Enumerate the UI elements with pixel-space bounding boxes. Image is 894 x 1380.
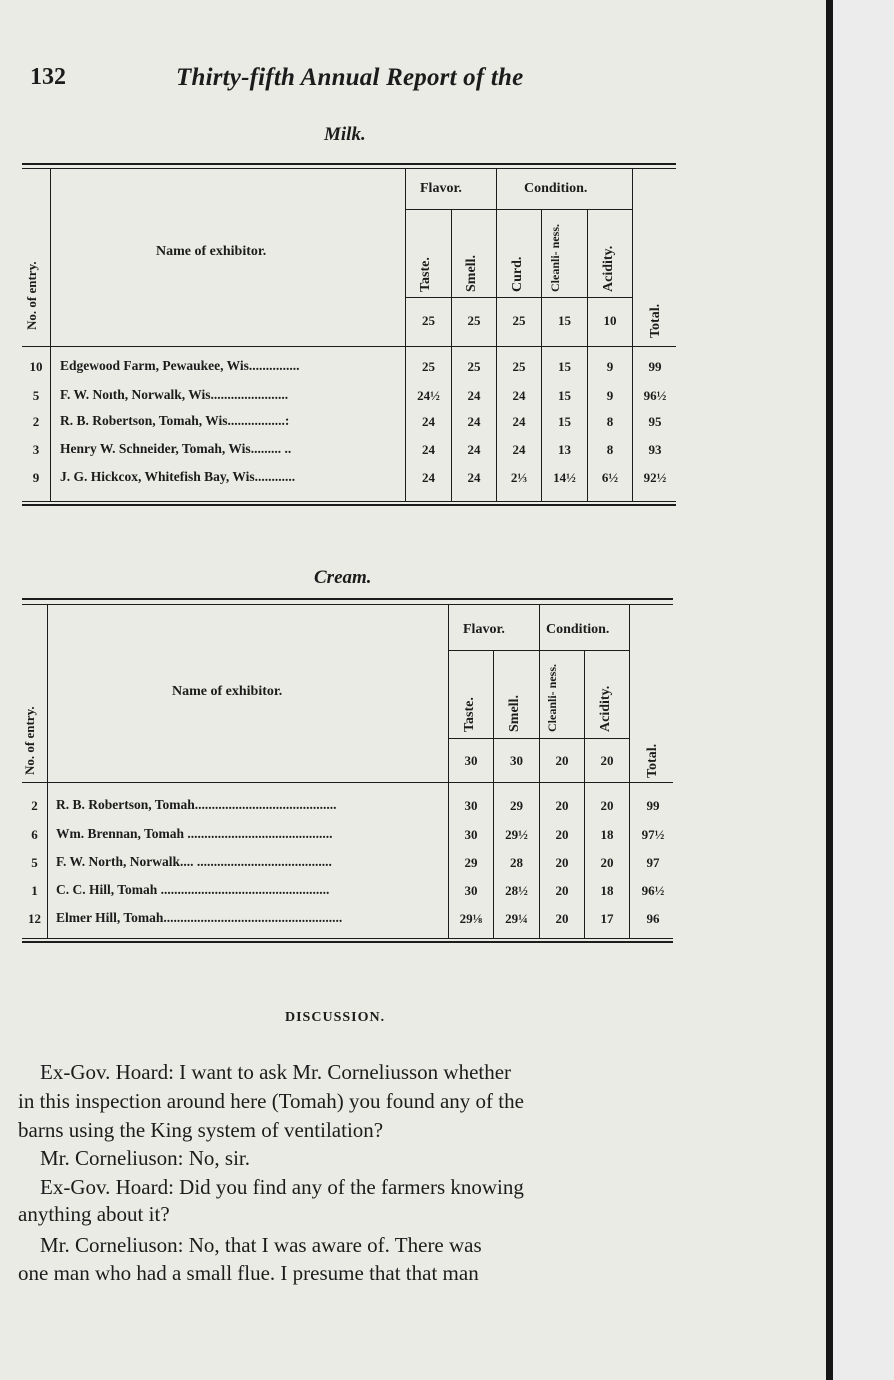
milk-row-clean: 15 [558, 388, 571, 403]
cream-row-name: R. B. Robertson, Tomah.......................................... [56, 797, 337, 812]
cream-group-condition: Condition. [546, 622, 610, 637]
milk-row-acid: 8 [606, 442, 614, 457]
cream-max-taste: 30 [464, 753, 478, 768]
discussion-line: Ex-Gov. Hoard: I want to ask Mr. Corneliusson whether [40, 1060, 512, 1084]
milk-max-acidity: 10 [603, 313, 617, 328]
milk-row-curd: 2⅓ [510, 470, 528, 485]
milk-row-smell: 25 [467, 359, 481, 374]
cream-row-entry: 6 [31, 827, 38, 842]
cream-row-smell: 28½ [505, 883, 528, 898]
cream-row-taste: 29 [464, 855, 478, 870]
milk-row-acid: 9 [606, 359, 614, 374]
milk-row-smell: 24 [467, 388, 481, 403]
cream-row-acid: 18 [600, 827, 614, 842]
milk-col-total: Total. [648, 303, 663, 338]
cream-row-acid: 18 [600, 883, 614, 898]
cream-row-total: 97½ [641, 827, 665, 842]
cream-row-total: 96½ [641, 883, 665, 898]
discussion-line: in this inspection around here (Tomah) you found any of the [18, 1089, 524, 1113]
cream-row-smell: 29½ [505, 827, 528, 842]
milk-row-name: J. G. Hickcox, Whitefish Bay, Wis............ [60, 469, 296, 484]
cream-row-total: 96 [646, 911, 660, 926]
milk-group-condition: Condition. [524, 181, 588, 196]
cream-row-acid: 20 [600, 798, 614, 813]
cream-table-title: Cream. [314, 567, 372, 588]
cream-row-acid: 20 [600, 855, 614, 870]
cream-col-cleanliness: Cleanli- ness. [545, 663, 559, 732]
cream-row-name: Elmer Hill, Tomah..................................................... [56, 910, 343, 925]
cream-row-total: 97 [646, 855, 660, 870]
cream-row-clean: 20 [555, 798, 569, 813]
milk-row-taste: 24 [422, 442, 435, 457]
milk-table-title: Milk. [324, 124, 366, 145]
discussion-line: anything about it? [18, 1202, 170, 1226]
milk-max-taste: 25 [422, 313, 435, 328]
page-number: 132 [30, 64, 66, 90]
cream-row-entry: 12 [28, 911, 41, 926]
discussion-line: Ex-Gov. Hoard: Did you find any of the farmers knowing [40, 1175, 524, 1199]
milk-col-cleanliness: Cleanli- ness. [548, 223, 562, 292]
milk-row-total: 96½ [643, 388, 667, 403]
cream-row-clean: 20 [555, 883, 569, 898]
milk-row-acid: 8 [606, 414, 614, 429]
milk-row-acid: 9 [606, 388, 614, 403]
cream-col-smell: Smell. [507, 695, 522, 732]
discussion-line: Mr. Corneliuson: No, sir. [40, 1146, 251, 1170]
milk-row-curd: 25 [512, 359, 526, 374]
milk-col-taste: Taste. [418, 257, 433, 292]
milk-row-taste: 24 [422, 470, 435, 485]
milk-col-name: Name of exhibitor. [156, 244, 267, 259]
milk-max-cleanliness: 15 [558, 313, 571, 328]
milk-row-total: 93 [648, 442, 662, 457]
cream-row-name: F. W. North, Norwalk.... ........................................ [56, 854, 332, 869]
milk-row-total: 95 [648, 414, 662, 429]
milk-row-curd: 24 [512, 442, 526, 457]
milk-row-curd: 24 [512, 388, 526, 403]
discussion-line: barns using the King system of ventilation? [18, 1118, 384, 1142]
cream-row-total: 99 [646, 798, 660, 813]
cream-row-clean: 20 [555, 855, 569, 870]
page-binding-rule [826, 0, 833, 1380]
milk-max-curd: 25 [512, 313, 526, 328]
milk-row-acid: 6½ [601, 470, 619, 485]
cream-row-entry: 1 [31, 883, 38, 898]
milk-row-taste: 24 [422, 414, 435, 429]
cream-row-smell: 28 [510, 855, 523, 870]
discussion-line: one man who had a small flue. I presume that that man [18, 1261, 479, 1285]
milk-row-smell: 24 [467, 442, 481, 457]
cream-col-acidity: Acidity. [598, 685, 613, 732]
cream-col-name: Name of exhibitor. [172, 684, 283, 699]
milk-row-clean: 15 [558, 414, 571, 429]
cream-row-taste: 30 [464, 798, 478, 813]
cream-row-entry: 2 [31, 798, 38, 813]
milk-row-entry: 9 [32, 470, 40, 485]
cream-max-smell: 30 [510, 753, 523, 768]
cream-row-smell: 29 [510, 798, 523, 813]
milk-row-entry: 5 [32, 388, 40, 403]
cream-col-taste: Taste. [462, 697, 477, 732]
cream-col-entry: No. of entry. [22, 706, 37, 775]
milk-row-entry: 3 [32, 442, 40, 457]
cream-row-taste: 30 [464, 827, 478, 842]
milk-row-total: 92½ [643, 470, 667, 485]
cream-max-cleanliness: 20 [555, 753, 569, 768]
milk-row-clean: 13 [558, 442, 571, 457]
milk-row-clean: 14½ [553, 470, 576, 485]
cream-max-acidity: 20 [600, 753, 614, 768]
milk-row-entry: 2 [32, 414, 40, 429]
milk-row-curd: 24 [512, 414, 526, 429]
running-title: Thirty-fifth Annual Report of the [176, 64, 524, 91]
milk-row-smell: 24 [467, 414, 481, 429]
cream-col-total: Total. [645, 743, 660, 778]
milk-max-smell: 25 [467, 313, 481, 328]
cream-row-name: C. C. Hill, Tomah .................................................. [56, 882, 330, 897]
milk-row-taste: 24½ [417, 388, 440, 403]
cream-group-flavor: Flavor. [463, 622, 505, 637]
milk-col-entry: No. of entry. [24, 261, 39, 330]
milk-group-flavor: Flavor. [420, 181, 462, 196]
discussion-line: Mr. Corneliuson: No, that I was aware of. There was [40, 1233, 482, 1257]
milk-col-smell: Smell. [464, 255, 479, 292]
cream-row-taste: 30 [464, 883, 478, 898]
milk-row-smell: 24 [467, 470, 481, 485]
cream-row-smell: 29¼ [505, 911, 528, 926]
milk-col-acidity: Acidity. [601, 245, 616, 292]
page-edge [833, 0, 894, 1380]
milk-col-curd: Curd. [510, 256, 525, 292]
discussion-heading: DISCUSSION. [285, 1010, 386, 1025]
cream-row-entry: 5 [31, 855, 38, 870]
cream-row-taste: 29⅛ [459, 911, 483, 926]
milk-row-entry: 10 [29, 359, 43, 374]
milk-row-clean: 15 [558, 359, 571, 374]
milk-row-name: Edgewood Farm, Pewaukee, Wis............... [60, 358, 300, 373]
cream-row-acid: 17 [600, 911, 614, 926]
milk-row-taste: 25 [422, 359, 435, 374]
cream-row-name: Wm. Brennan, Tomah ........................................... [56, 826, 333, 841]
milk-row-name: R. B. Robertson, Tomah, Wis.................: [60, 413, 290, 428]
cream-row-clean: 20 [555, 827, 569, 842]
cream-row-clean: 20 [555, 911, 569, 926]
milk-row-name: F. W. Noıth, Norwalk, Wis....................... [60, 387, 289, 402]
milk-row-name: Henry W. Schneider, Tomah, Wis......... .. [60, 441, 292, 456]
milk-row-total: 99 [648, 359, 662, 374]
